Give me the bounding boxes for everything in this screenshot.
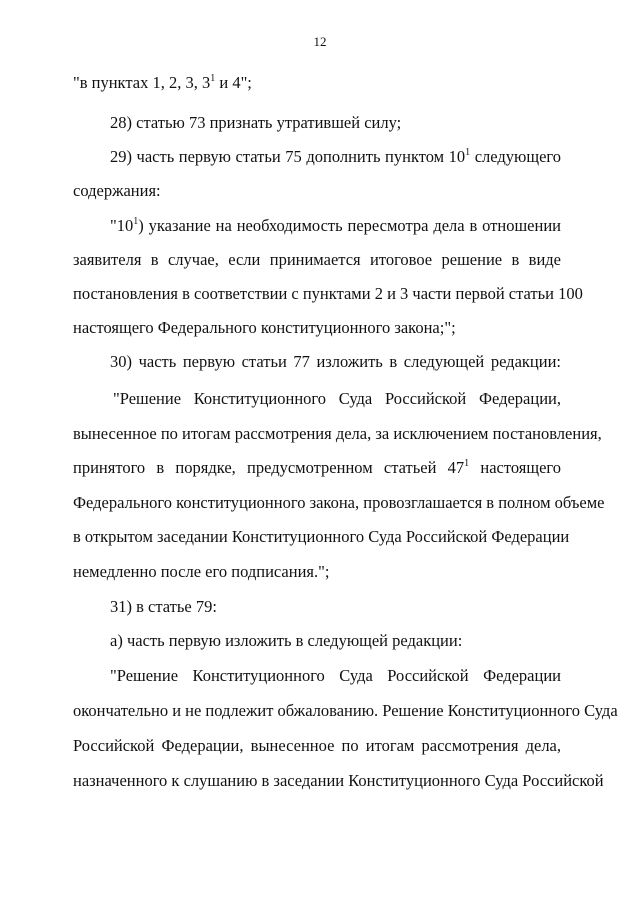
text-line: настоящего Федерального конституционного закона;"; (73, 318, 456, 337)
list-item-28: 28) статью 73 признать утратившей силу; (110, 113, 402, 132)
list-item-30: 30) часть первую статьи 77 изложить в следующей редакции: (110, 352, 561, 371)
text-line: "в пунктах 1, 2, 3, $3^1$ и 4"; (73, 73, 252, 92)
text-line: "Решение Конституционного Суда Российской Федерации, (113, 389, 561, 408)
list-item-31: 31) в статье 79: (110, 597, 217, 616)
text-line: заявителя в случае, если принимается итоговое решение в виде (73, 250, 561, 269)
text-line: постановления в соответствии с пунктами 2 и 3 части первой статьи 100 (73, 284, 583, 303)
text-line: "Решение Конституционного Суда Российской Федерации (110, 666, 561, 685)
text-line: принятого в порядке, предусмотренном статьей $47^1$ настоящего (73, 458, 561, 477)
text-line: вынесенное по итогам рассмотрения дела, за исключением постановления, (73, 424, 602, 443)
text-line: назначенного к слушанию в заседании Конституционного Суда Российской (73, 771, 604, 790)
text-line: содержания: (73, 181, 161, 200)
text-line: Федерального конституционного закона, провозглашается в полном объеме (73, 493, 605, 512)
text-line: окончательно и не подлежит обжалованию. Решение Конституционного Суда (73, 701, 618, 720)
sub-item-a: а) часть первую изложить в следующей редакции: (110, 631, 463, 650)
page-number: 12 (313, 34, 327, 49)
text-line: в открытом заседании Конституционного Суда Российской Федерации (73, 527, 570, 546)
text-line: немедленно после его подписания."; (73, 562, 330, 581)
text-line: Российской Федерации, вынесенное по итогам рассмотрения дела, (73, 736, 561, 755)
list-item-29: 29) часть первую статьи 75 дополнить пунктом $10^1$ следующего (110, 147, 561, 166)
text-line: "$10^1$) указание на необходимость пересмотра дела в отношении (110, 216, 561, 235)
